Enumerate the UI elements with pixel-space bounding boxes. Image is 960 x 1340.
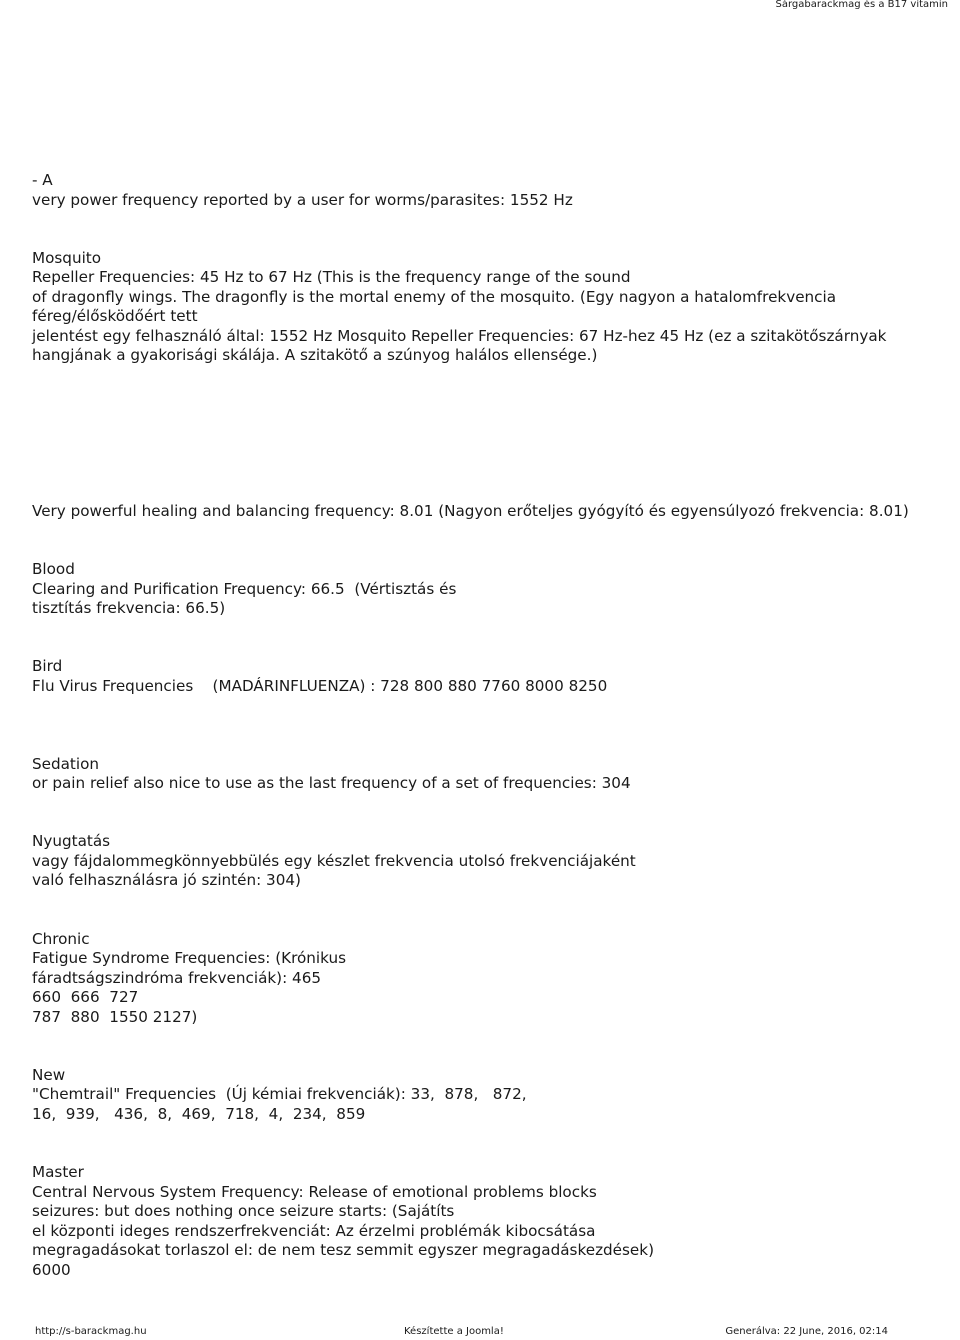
footer-url[interactable]: http://s-barackmag.hu	[35, 1326, 147, 1337]
text-line: of dragonfly wings. The dragonfly is the mortal enemy of the mosquito. (Egy nagyon a hatalomfrekvencia	[32, 288, 837, 306]
text-line: 16, 939, 436, 8, 469, 718, 4, 234, 859	[32, 1105, 366, 1123]
text-line: seizures: but does nothing once seizure starts: (Sajátíts	[32, 1202, 455, 1220]
footer-made-with: Készítette a Joomla!	[404, 1326, 504, 1337]
text-line: Central Nervous System Frequency: Release of emotional problems blocks	[32, 1183, 597, 1201]
text-line: New	[32, 1066, 66, 1084]
footer-generated-date: Generálva: 22 June, 2016, 02:14	[725, 1326, 888, 1337]
text-line: Blood	[32, 560, 75, 578]
text-line: or pain relief also nice to use as the last frequency of a set of frequencies: 304	[32, 774, 631, 792]
text-line: 787 880 1550 2127)	[32, 1008, 198, 1026]
text-line: Chronic	[32, 930, 90, 948]
text-line: Bird	[32, 657, 63, 675]
text-line: Master	[32, 1163, 84, 1181]
text-line: Repeller Frequencies: 45 Hz to 67 Hz (This is the frequency range of the sound	[32, 268, 631, 286]
text-line: Clearing and Purification Frequency: 66.5 (Vértisztás és	[32, 580, 457, 598]
text-line: féreg/élősködőért tett	[32, 307, 198, 325]
text-line: very power frequency reported by a user for worms/parasites: 1552 Hz	[32, 191, 573, 209]
text-line: tisztítás frekvencia: 66.5)	[32, 599, 226, 617]
text-line: Fatigue Syndrome Frequencies: (Krónikus	[32, 949, 347, 967]
text-line: jelentést egy felhasználó által: 1552 Hz Mosquito Repeller Frequencies: 67 Hz-hez 45 Hz (ez a szitakötőszárnyak	[32, 327, 887, 345]
text-line: 6000	[32, 1261, 71, 1279]
text-line: 660 666 727	[32, 988, 139, 1006]
text-line: Very powerful healing and balancing frequency: 8.01 (Nagyon erőteljes gyógyító és egyensúlyozó frekvencia: 8.01)	[32, 502, 909, 520]
page-footer	[0, 1322, 960, 1338]
text-line: Mosquito	[32, 249, 102, 267]
text-line: vagy fájdalommegkönnyebbülés egy készlet frekvencia utolsó frekvenciájaként	[32, 852, 636, 870]
text-line: megragadásokat torlaszol el: de nem tesz semmit egyszer megragadáskezdések)	[32, 1241, 654, 1259]
text-line: el központi ideges rendszerfrekvenciát: Az érzelmi problémák kibocsátása	[32, 1222, 596, 1240]
text-line: "Chemtrail" Frequencies (Új kémiai frekvenciák): 33, 878, 872,	[32, 1085, 527, 1103]
text-line: hangjának a gyakorisági skálája. A szitakötő a szúnyog halálos ellensége.)	[32, 346, 598, 364]
text-line: Nyugtatás	[32, 832, 111, 850]
text-line: Sedation	[32, 755, 100, 773]
header-title: Sárgabarackmag és a B17 vitamin	[775, 0, 948, 10]
text-line: fáradtságszindróma frekvenciák): 465	[32, 969, 322, 987]
text-line: - A	[32, 171, 53, 189]
page-header	[0, 0, 960, 11]
text-line: Flu Virus Frequencies (MADÁRINFLUENZA) : 728 800 880 7760 8000 8250	[32, 677, 608, 695]
text-line: való felhasználásra jó szintén: 304)	[32, 871, 301, 889]
